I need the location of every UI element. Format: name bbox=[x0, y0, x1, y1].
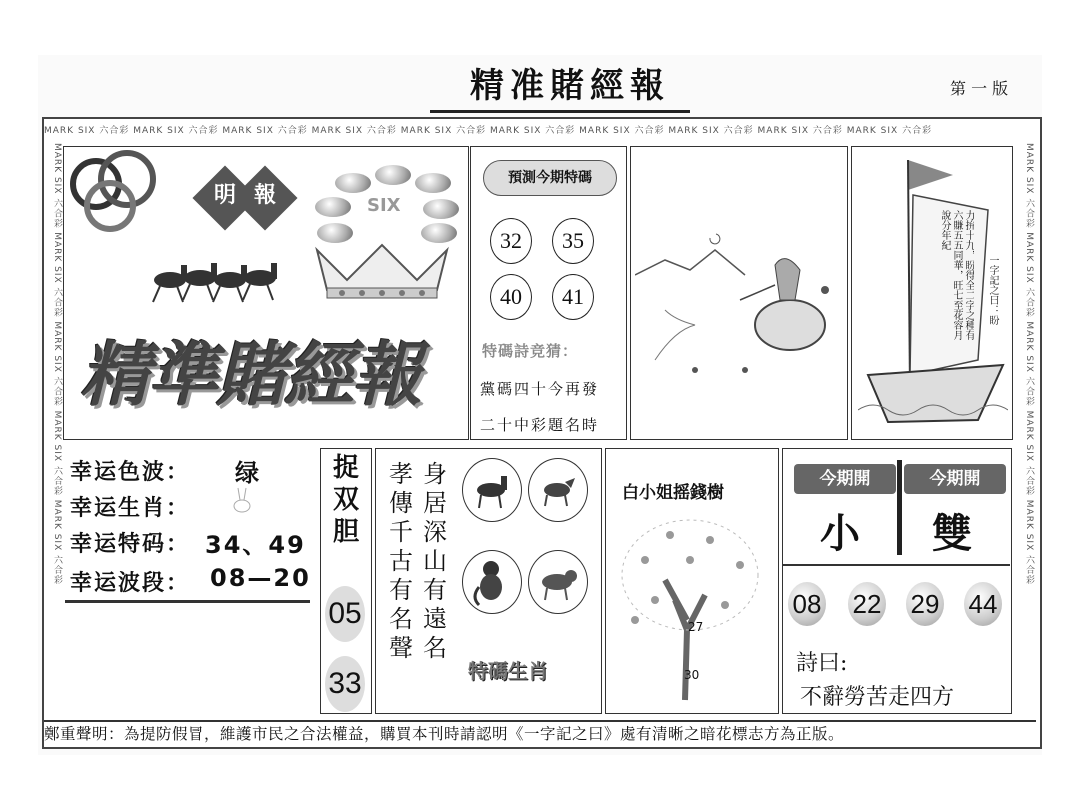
lucky-divider bbox=[65, 600, 310, 603]
prediction-label: 預測今期特碼 bbox=[483, 160, 617, 196]
result-poem-line: 不辭勞苦走四方 bbox=[800, 685, 955, 710]
wolf-icon bbox=[528, 458, 588, 522]
result-ball: 22 bbox=[848, 582, 886, 626]
open-value-left: 小 bbox=[820, 510, 860, 557]
edition-label: 第 一 版 bbox=[950, 79, 1009, 98]
verse-column-2: 身 居 深 山 有 遠 名 bbox=[423, 460, 447, 662]
horses-icon bbox=[145, 250, 285, 310]
sail-poem: 力拚十九，盼得全二字之種有六賺五五同華，旺七至花容月說分年紀 bbox=[939, 210, 974, 340]
badge-char: 明 bbox=[213, 182, 236, 208]
result-ball: 29 bbox=[906, 582, 944, 626]
lucky-code-value: 34、49 bbox=[205, 531, 306, 559]
special-zodiac-label: 特碼生肖 bbox=[468, 659, 548, 683]
poem-line: 二十中彩題名時 bbox=[480, 416, 600, 434]
rabbit-icon bbox=[230, 486, 254, 514]
newspaper-title: 精准賭經報 bbox=[470, 66, 670, 106]
open-value-right: 雙 bbox=[932, 510, 972, 557]
mingbao-badge bbox=[200, 168, 288, 228]
catch-number: 33 bbox=[325, 656, 365, 712]
title-underline bbox=[430, 110, 690, 113]
catch-number: 05 bbox=[325, 586, 365, 642]
prediction-number: 40 bbox=[490, 274, 532, 320]
lucky-code-label: 幸运特码： bbox=[70, 532, 191, 557]
sail-side-text: 一字記之曰：盼 bbox=[987, 255, 998, 325]
poem-line: 黨碼四十今再發 bbox=[480, 380, 600, 398]
watermark-right: MARK SIX 六合彩 MARK SIX 六合彩 MARK SIX 六合彩 MARK SIX 六合彩 MARK SIX 六合彩 bbox=[1024, 143, 1034, 586]
result-ball: 44 bbox=[964, 582, 1002, 626]
lucky-color-label: 幸运色波： bbox=[70, 460, 191, 485]
masthead-big-title: 精準賭經報 bbox=[80, 333, 420, 416]
lucky-band-value: 08—20 bbox=[210, 564, 311, 592]
result-poem-label: 詩曰: bbox=[796, 651, 848, 676]
tree-number: 30 bbox=[684, 668, 700, 682]
watermark-left: MARK SIX 六合彩 MARK SIX 六合彩 MARK SIX 六合彩 MARK SIX 六合彩 MARK SIX 六合彩 bbox=[52, 143, 62, 586]
prediction-number: 41 bbox=[552, 274, 594, 320]
watermark-top: MARK SIX 六合彩 MARK SIX 六合彩 MARK SIX 六合彩 MARK SIX 六合彩 MARK SIX 六合彩 MARK SIX 六合彩 MARK SIX 六合彩 MARK SIX 六合彩 MARK SIX 六合彩 MARK SIX 六合彩 bbox=[44, 126, 933, 136]
money-tree-title: 白小姐摇錢樹 bbox=[622, 483, 724, 503]
catch-char: 胆 bbox=[332, 517, 359, 547]
result-ball: 08 bbox=[788, 582, 826, 626]
catch-char: 捉 bbox=[332, 453, 359, 483]
prediction-number: 35 bbox=[552, 218, 594, 264]
lottery-balls bbox=[305, 165, 465, 245]
footer-notice: 鄭重聲明：為提防假冒，維護市民之合法權益，購買本刊時請認明《一字記之曰》處有清晰之暗花標志方為正版。 bbox=[44, 725, 845, 743]
open-label-left: 今期開 bbox=[794, 464, 896, 494]
catch-label bbox=[326, 452, 366, 548]
tree-number: 27 bbox=[688, 620, 704, 634]
result-separator bbox=[782, 564, 1010, 566]
lucky-band-label: 幸运波段： bbox=[70, 571, 191, 596]
lucky-zodiac-label: 幸运生肖： bbox=[70, 496, 191, 521]
landscape-illustration bbox=[635, 230, 843, 380]
horse-icon bbox=[462, 458, 522, 522]
catch-char: 双 bbox=[332, 485, 359, 515]
monkey-icon bbox=[462, 550, 522, 614]
prediction-number: 32 bbox=[490, 218, 532, 264]
crown-icon bbox=[312, 240, 452, 302]
logo-icon bbox=[70, 150, 160, 230]
tiger-icon bbox=[528, 550, 588, 614]
result-divider bbox=[897, 460, 902, 555]
poem-title: 特碼詩竞猜： bbox=[482, 342, 579, 360]
open-label-right: 今期開 bbox=[904, 464, 1006, 494]
crown-text: SIX bbox=[367, 195, 401, 216]
badge-char: 報 bbox=[253, 182, 276, 208]
verse-column-1: 孝 傳 千 古 有 名 聲 bbox=[389, 460, 413, 662]
lucky-color-value: 绿 bbox=[235, 459, 261, 487]
